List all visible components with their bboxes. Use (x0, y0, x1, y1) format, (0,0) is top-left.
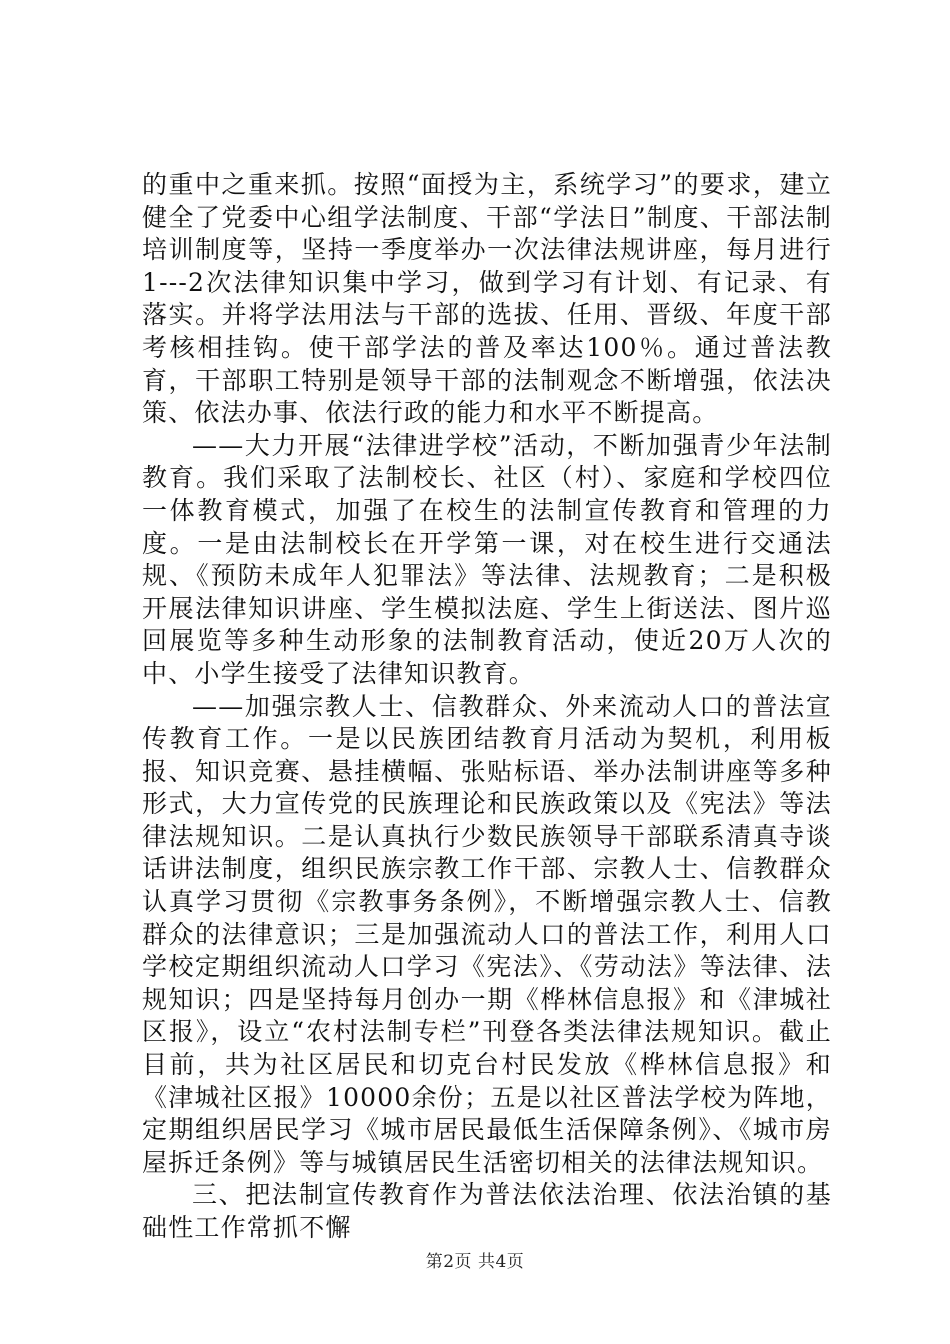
paragraph-continuation: 的重中之重来抓。按照“面授为主，系统学习”的要求，建立健全了党委中心组学法制度、干部“学法日”制度、干部法制培训制度等，坚持一季度举办一次法律法规讲座，每月进行1---2次法律知识集中学习，做到学习有计划、有记录、有落实。并将学法用法与干部的选拔、任用、晋级、年度干部考核相挂钩。使干部学法的普及率达100％。通过普法教育，干部职工特别是领导干部的法制观念不断增强，依法决策、依法办事、依法行政的能力和水平不断提高。 (142, 170, 832, 428)
paragraph-law-in-schools: ——大力开展“法律进学校”活动，不断加强青少年法制教育。我们采取了法制校长、社区（村）、家庭和学校四位一体教育模式，加强了在校生的法制宣传教育和管理的力度。一是由法制校长在开学第一课，对在校生进行交通法规、《预防未成年人犯罪法》等法律、法规教育；二是积极开展法律知识讲座、学生模拟法庭、学生上街送法、图片巡回展览等多种生动形象的法制教育活动，使近20万人次的中、小学生接受了法律知识教育。 (142, 430, 832, 688)
document-body (142, 169, 832, 1245)
page-number-footer: 第2页 共4页 (425, 1252, 525, 1272)
paragraph-religious-migrant-education: ——加强宗教人士、信教群众、外来流动人口的普法宣传教育工作。一是以民族团结教育月活动为契机，利用板报、知识竞赛、悬挂横幅、张贴标语、举办法制讲座等多种形式，大力宣传党的民族理论和民族政策以及《宪法》等法律法规知识。二是认真执行少数民族领导干部联系清真寺谈话讲法制度，组织民族宗教工作干部、宗教人士、信教群众认真学习贯彻《宗教事务条例》，不断增强宗教人士、信教群众的法律意识；三是加强流动人口的普法工作，利用人口学校定期组织流动人口学习《宪法》、《劳动法》等法律、法规知识；四是坚持每月创办一期《桦林信息报》和《津城社区报》，设立“农村法制专栏”刊登各类法律法规知识。截止目前，共为社区居民和切克台村民发放《桦林信息报》和《津城社区报》10000余份；五是以社区普法学校为阵地，定期组织居民学习《城市居民最低生活保障条例》、《城市房屋拆迁条例》等与城镇居民生活密切相关的法律法规知识。 (142, 691, 832, 1177)
section-heading-three: 三、把法制宣传教育作为普法依法治理、依法治镇的基础性工作常抓不懈 (142, 1180, 832, 1242)
